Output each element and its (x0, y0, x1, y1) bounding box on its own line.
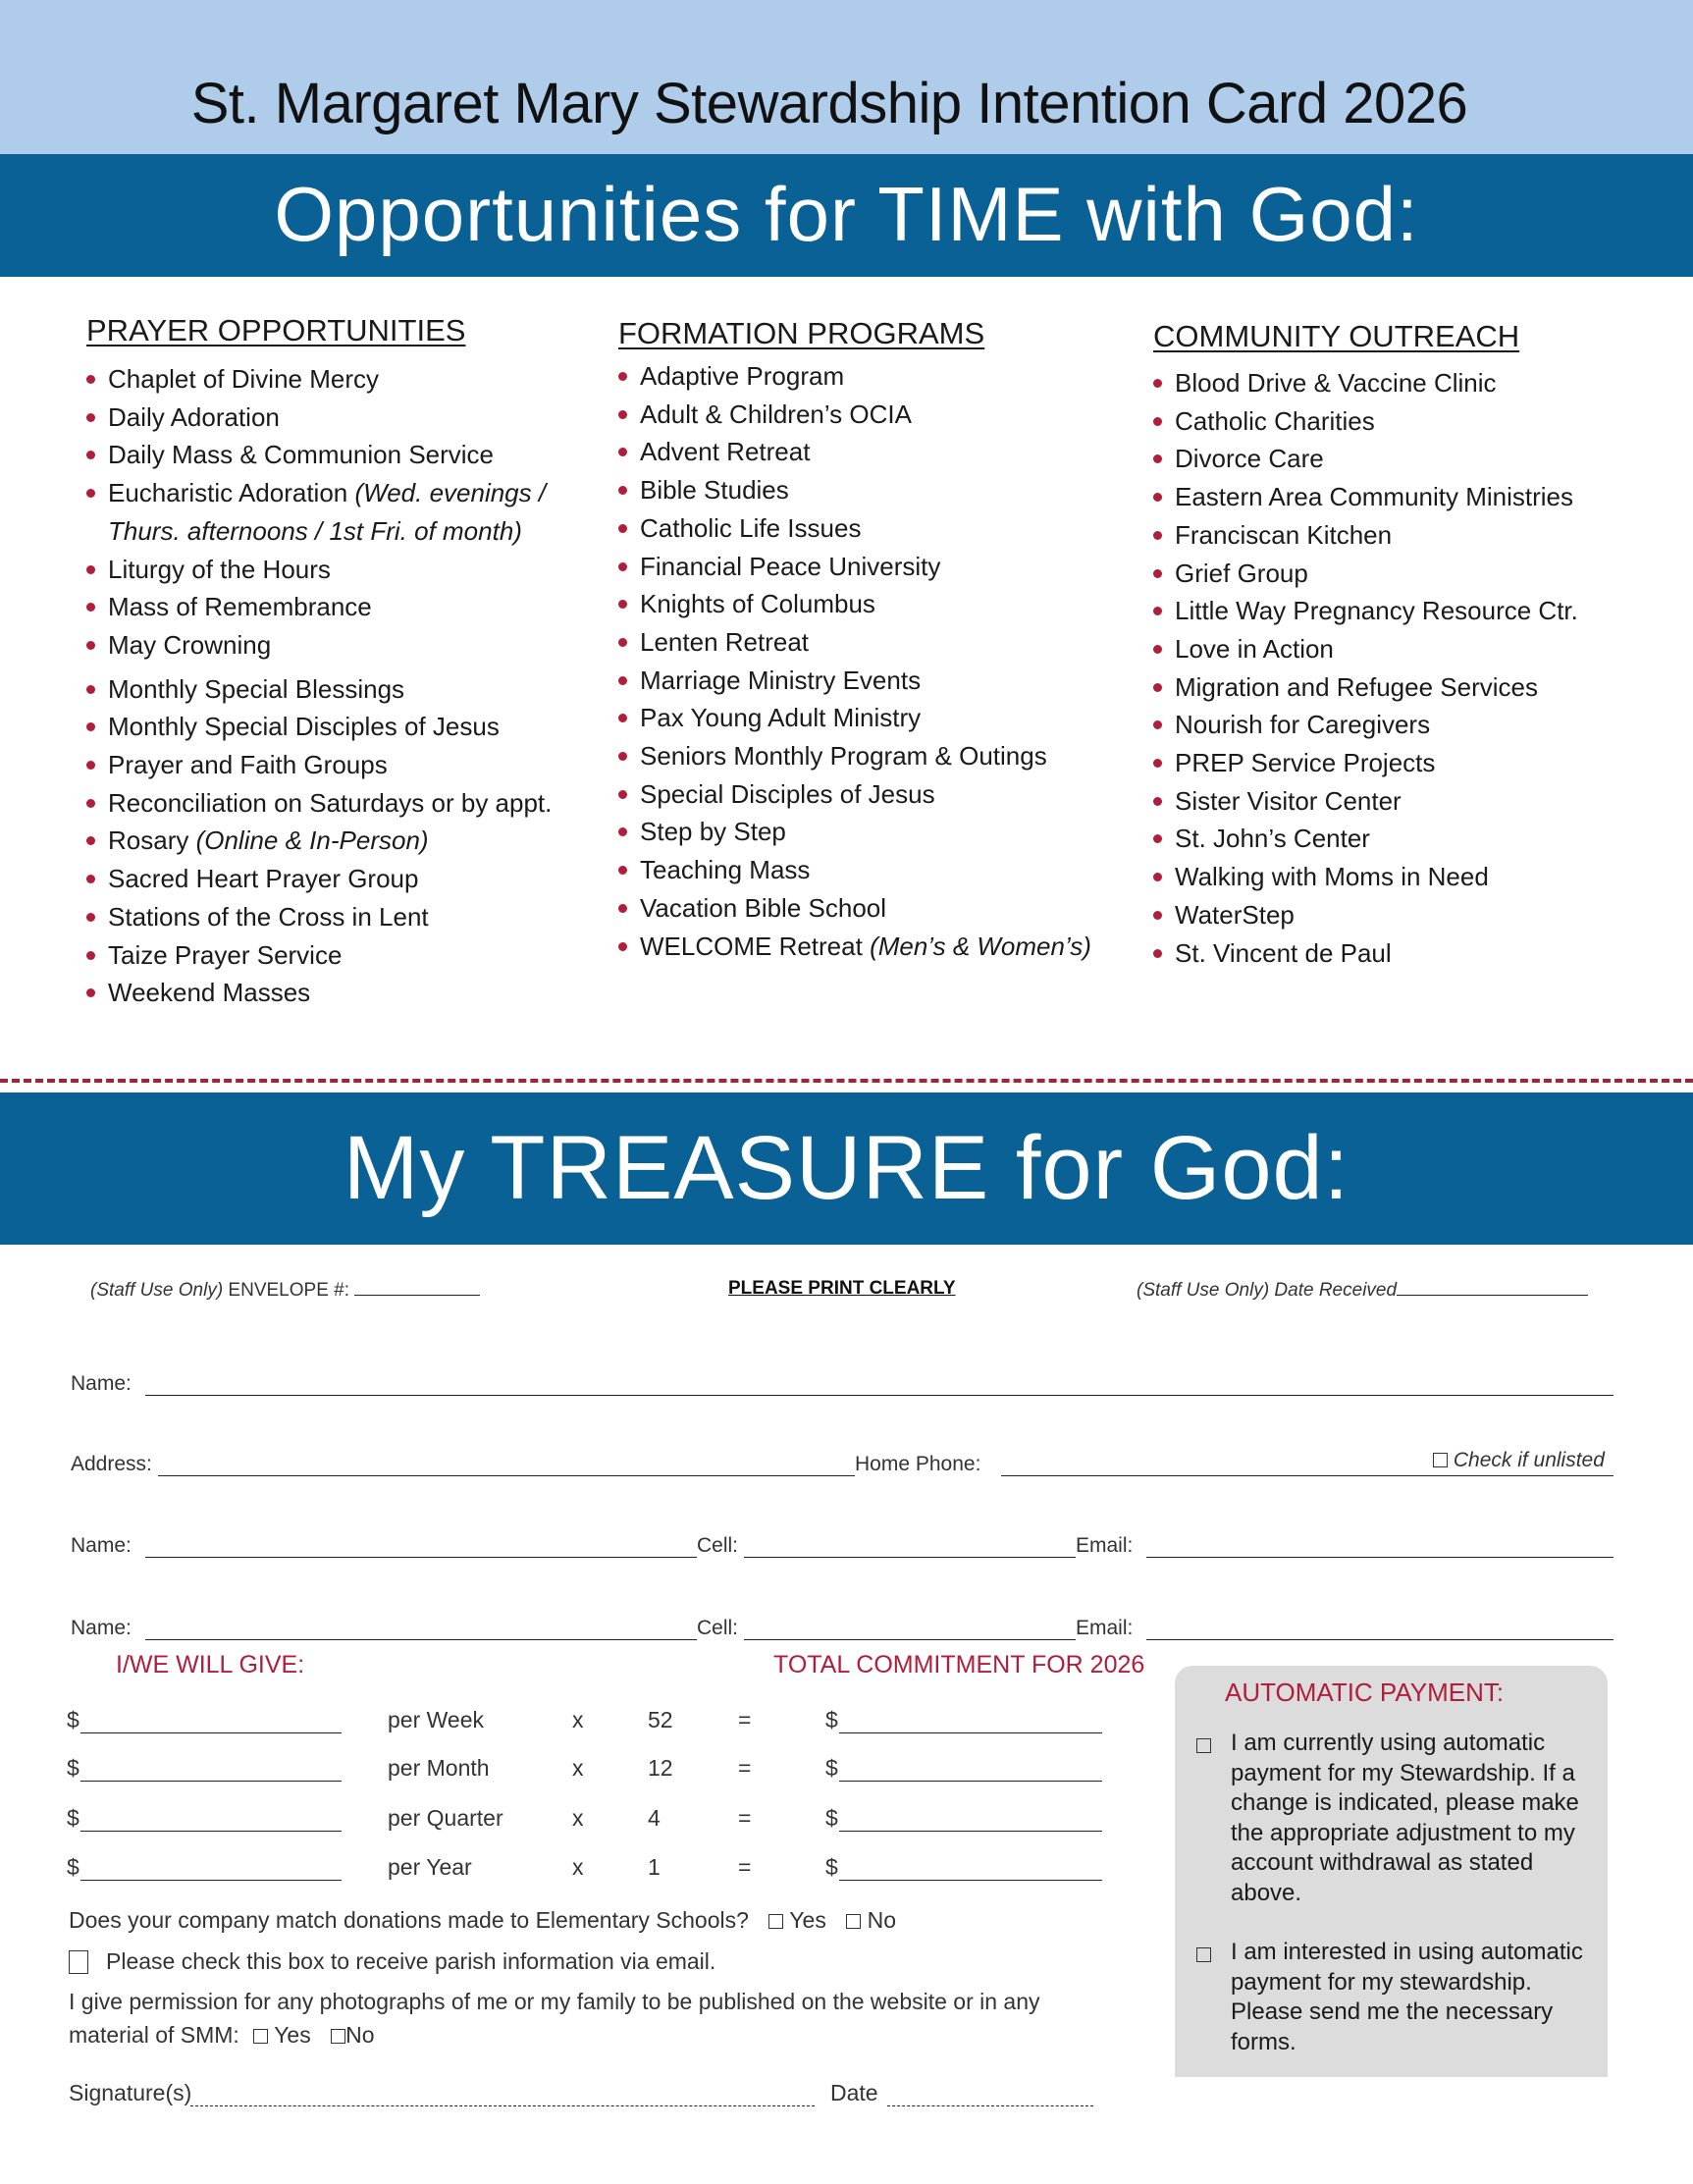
bullet-icon (1153, 720, 1162, 729)
bullet-icon (86, 413, 95, 422)
list-item (616, 813, 1091, 851)
list-item (1151, 440, 1578, 478)
list-item-text: May Crowning (108, 629, 272, 660)
list-item-note: (Wed. evenings / (354, 478, 547, 508)
cell-field[interactable] (744, 1639, 1076, 1640)
email-field[interactable] (1146, 1557, 1614, 1558)
list-item (616, 662, 1091, 700)
list-item (616, 737, 1091, 775)
bullet-icon (1153, 759, 1162, 768)
company-match-yes-checkbox[interactable] (768, 1914, 783, 1929)
name-field[interactable] (145, 1395, 1614, 1396)
address-label: Address: (71, 1453, 152, 1475)
list-item-text: Divorce Care (1175, 444, 1324, 474)
list-item-text: Marriage Ministry Events (640, 665, 922, 695)
list-item-text: Knights of Columbus (640, 589, 875, 619)
photo-permission-line-1: I give permission for any photographs of me or my family to be published on the website or in any (69, 1989, 1040, 2014)
bullet-icon (86, 799, 95, 808)
bullet-icon (86, 836, 95, 845)
address-row (71, 1449, 1614, 1478)
bullet-icon (1153, 569, 1162, 578)
list-item (84, 626, 552, 665)
amount-field[interactable] (80, 1732, 342, 1733)
list-item (1151, 516, 1578, 555)
list-item-text: Migration and Refugee Services (1175, 671, 1538, 702)
list-item-text: Weekend Masses (108, 978, 311, 1008)
cell-label: Cell: (697, 1617, 739, 1639)
bullet-icon (1153, 911, 1162, 920)
list-item-text: Grief Group (1175, 558, 1308, 588)
bullet-icon (86, 641, 95, 650)
list-item (84, 436, 552, 474)
list-item-text: Little Way Pregnancy Resource Ctr. (1175, 596, 1578, 626)
total-field[interactable] (839, 1880, 1102, 1881)
period-label: per Year (388, 1854, 472, 1880)
bullet-icon (1153, 531, 1162, 540)
list-item (616, 548, 1091, 586)
list-item (616, 775, 1091, 814)
list-item (84, 974, 552, 1012)
currency-sign: $ (825, 1854, 838, 1880)
currency-sign: $ (825, 1755, 838, 1781)
staff-date-label: (Staff Use Only) Date Received (1137, 1280, 1398, 1301)
list-item-text: Daily Adoration (108, 401, 280, 432)
list-item-text: Adult & Children’s OCIA (640, 399, 912, 429)
bullet-icon (618, 942, 627, 951)
home-phone-label: Home Phone: (855, 1453, 981, 1475)
automatic-payment-panel (1175, 1666, 1608, 2077)
list-item-text: Taize Prayer Service (108, 939, 343, 970)
company-match-text: Does your company match donations made to Elementary Schools? (69, 1907, 749, 1933)
total-field[interactable] (839, 1732, 1102, 1733)
bullet-icon (618, 714, 627, 722)
prayer-opportunities-list (84, 360, 552, 1012)
list-item (616, 585, 1091, 623)
address-field[interactable] (158, 1475, 855, 1476)
envelope-number-field[interactable] (354, 1278, 480, 1296)
date-label: Date (830, 2080, 878, 2105)
multiplier: 1 (648, 1854, 661, 1880)
list-item-text: Blood Drive & Vaccine Clinic (1175, 368, 1497, 398)
times-sign: x (572, 1805, 584, 1831)
list-item-text: St. John’s Center (1175, 824, 1370, 854)
list-item (616, 623, 1091, 662)
currency-sign: $ (67, 1854, 79, 1880)
list-item (616, 396, 1091, 434)
list-item-text: Nourish for Caregivers (1175, 710, 1431, 740)
list-item-text: Pax Young Adult Ministry (640, 703, 922, 733)
photo-permission-line-2 (69, 2022, 375, 2049)
bullet-icon (86, 603, 95, 612)
give-row (67, 1750, 1107, 1784)
list-item-text: Stations of the Cross in Lent (108, 901, 429, 932)
period-label: per Month (388, 1755, 490, 1781)
name-field[interactable] (145, 1557, 697, 1558)
unlisted-label: Check if unlisted (1453, 1449, 1605, 1471)
list-item-text: Monthly Special Disciples of Jesus (108, 712, 500, 742)
bullet-icon (1153, 454, 1162, 463)
list-item (1151, 478, 1578, 516)
bullet-icon (618, 752, 627, 761)
company-match-no-label: No (867, 1907, 897, 1933)
give-row (67, 1849, 1107, 1883)
list-item (1151, 364, 1578, 402)
bullet-icon (86, 951, 95, 960)
bullet-icon (1153, 379, 1162, 388)
list-item (1151, 820, 1578, 858)
bullet-icon (618, 562, 627, 571)
cell-field[interactable] (744, 1557, 1076, 1558)
treasure-heading: My TREASURE for God: (343, 1118, 1350, 1218)
cell-label: Cell: (697, 1534, 739, 1557)
total-commitment-heading: TOTAL COMMITMENT FOR 2026 (773, 1651, 1145, 1678)
bullet-icon (618, 600, 627, 609)
company-match-no-checkbox[interactable] (846, 1914, 861, 1929)
list-item-text: St. Vincent de Paul (1175, 937, 1392, 968)
list-item (84, 670, 552, 709)
photo-permission-text: material of SMM: (69, 2022, 239, 2048)
list-item (1151, 402, 1578, 441)
email-opt-in-row (69, 1948, 715, 1975)
bullet-icon (618, 410, 627, 419)
company-match-yes-label: Yes (789, 1907, 826, 1933)
list-item-text: Love in Action (1175, 633, 1334, 664)
name-row-3 (71, 1613, 1614, 1642)
equals-sign: = (738, 1707, 752, 1732)
list-item (84, 822, 552, 860)
bullet-icon (1153, 797, 1162, 806)
multiplier: 52 (648, 1707, 673, 1732)
email-label: Email: (1076, 1534, 1134, 1557)
list-item (1151, 934, 1578, 973)
name-label: Name: (71, 1534, 132, 1557)
bullet-icon (618, 372, 627, 381)
column-heading-prayer: PRAYER OPPORTUNITIES (86, 313, 466, 347)
list-item-note-continued: Thurs. afternoons / 1st Fri. of month) (108, 515, 522, 546)
list-item (84, 708, 552, 746)
list-item (84, 746, 552, 784)
bullet-icon (1153, 607, 1162, 615)
bullet-icon (1153, 417, 1162, 426)
list-item (616, 357, 1091, 396)
name-row-1 (71, 1368, 1614, 1398)
equals-sign: = (738, 1755, 752, 1781)
bullet-icon (86, 451, 95, 459)
list-item-text: Chaplet of Divine Mercy (108, 364, 379, 394)
photo-permission-no-label: No (345, 2022, 375, 2048)
multiplier: 12 (648, 1755, 673, 1781)
give-row (67, 1702, 1107, 1735)
time-heading: Opportunities for TIME with God: (274, 171, 1419, 257)
list-item-text: Special Disciples of Jesus (640, 778, 935, 809)
times-sign: x (572, 1755, 584, 1781)
list-item-text: Mass of Remembrance (108, 592, 372, 622)
column-heading-outreach: COMMUNITY OUTREACH (1153, 319, 1520, 353)
list-item (1151, 744, 1578, 782)
multiplier: 4 (648, 1805, 661, 1831)
name-field[interactable] (145, 1639, 697, 1640)
page-title: St. Margaret Mary Stewardship Intention Card 2026 (190, 72, 1468, 135)
home-phone-field[interactable] (1001, 1475, 1614, 1476)
staff-date (1137, 1278, 1588, 1302)
auto-payment-current-checkbox[interactable] (1196, 1738, 1211, 1753)
date-field[interactable] (887, 2105, 1093, 2106)
amount-field[interactable] (80, 1781, 342, 1782)
print-clearly-note: PLEASE PRINT CLEARLY (728, 1278, 956, 1299)
list-item (1151, 896, 1578, 934)
list-item-text: WaterStep (1175, 899, 1295, 930)
list-item (616, 699, 1091, 737)
times-sign: x (572, 1707, 584, 1732)
list-item-text: WELCOME Retreat (640, 931, 871, 961)
list-item (1151, 858, 1578, 896)
email-label: Email: (1076, 1617, 1134, 1639)
list-item (616, 889, 1091, 928)
bullet-icon (86, 565, 95, 574)
bullet-icon (618, 638, 627, 647)
bullet-icon (86, 489, 95, 498)
list-item (84, 860, 552, 898)
auto-payment-interested-checkbox[interactable] (1196, 1947, 1211, 1962)
bullet-icon (1153, 645, 1162, 654)
list-item-text: Sister Visitor Center (1175, 785, 1402, 816)
email-field[interactable] (1146, 1639, 1614, 1640)
bullet-icon (86, 913, 95, 922)
bullet-icon (618, 866, 627, 875)
bullet-icon (1153, 683, 1162, 692)
community-outreach-list (1151, 364, 1578, 972)
date-received-field[interactable] (1397, 1278, 1588, 1296)
formation-programs-list (616, 357, 1091, 965)
total-field[interactable] (839, 1781, 1102, 1782)
staff-envelope-label: ENVELOPE #: (223, 1280, 355, 1301)
list-item-text: Adaptive Program (640, 361, 845, 391)
currency-sign: $ (825, 1805, 838, 1831)
list-item (1151, 782, 1578, 821)
list-item-text: PREP Service Projects (1175, 748, 1436, 778)
automatic-payment-heading: AUTOMATIC PAYMENT: (1225, 1678, 1505, 1707)
list-item (616, 509, 1091, 548)
currency-sign: $ (825, 1707, 838, 1732)
bullet-icon (86, 761, 95, 770)
list-item-text: Monthly Special Blessings (108, 673, 405, 704)
period-label: per Week (388, 1707, 485, 1732)
list-item-text: Walking with Moms in Need (1175, 862, 1489, 892)
list-item (1151, 706, 1578, 744)
list-item-text: Sacred Heart Prayer Group (108, 864, 419, 894)
bullet-icon (1153, 873, 1162, 881)
list-item-text: Eastern Area Community Ministries (1175, 482, 1574, 512)
bullet-icon (1153, 834, 1162, 843)
list-item-text: Step by Step (640, 817, 786, 847)
list-item (84, 936, 552, 975)
bullet-icon (86, 875, 95, 883)
column-heading-formation: FORMATION PROGRAMS (618, 316, 985, 350)
list-item (84, 399, 552, 437)
list-item (616, 471, 1091, 509)
cut-line-divider (0, 1079, 1693, 1083)
name-label: Name: (71, 1617, 132, 1639)
list-item (1151, 630, 1578, 668)
give-row (67, 1800, 1107, 1834)
bullet-icon (618, 524, 627, 533)
list-item (84, 360, 552, 399)
list-item-text: Catholic Life Issues (640, 512, 862, 543)
list-item (616, 851, 1091, 889)
name-label: Name: (71, 1372, 132, 1395)
list-item (616, 433, 1091, 471)
list-item-text: Vacation Bible School (640, 892, 887, 923)
photo-permission-yes-checkbox[interactable] (253, 2029, 268, 2044)
amount-field[interactable] (80, 1880, 342, 1881)
list-item-text: Bible Studies (640, 475, 789, 506)
list-item-text: Rosary (108, 826, 196, 856)
signature-row (69, 2079, 1099, 2108)
list-item-text: Franciscan Kitchen (1175, 519, 1393, 550)
staff-envelope (90, 1278, 480, 1302)
unlisted-checkbox[interactable] (1433, 1453, 1448, 1467)
bullet-icon (86, 722, 95, 731)
list-item-text: Lenten Retreat (640, 626, 810, 657)
list-item-note: (Men’s & Women’s) (870, 931, 1091, 961)
list-item-text: Reconciliation on Saturdays or by appt. (108, 787, 553, 818)
list-item (84, 588, 552, 626)
currency-sign: $ (67, 1707, 79, 1732)
photo-permission-no-checkbox[interactable] (331, 2029, 345, 2044)
bullet-icon (86, 685, 95, 694)
bullet-icon (618, 676, 627, 685)
bullet-icon (618, 904, 627, 913)
list-item (84, 551, 552, 589)
unlisted-option (1433, 1449, 1605, 1472)
auto-payment-interested-text: I am interested in using automatic payment for my stewardship. Please send me the necessary forms. (1231, 1939, 1583, 2055)
bullet-icon (618, 486, 627, 495)
list-item-text: Daily Mass & Communion Service (108, 440, 495, 470)
list-item-text: Financial Peace University (640, 551, 941, 581)
equals-sign: = (738, 1854, 752, 1880)
give-heading: I/WE WILL GIVE: (116, 1651, 305, 1678)
currency-sign: $ (67, 1755, 79, 1781)
list-item (84, 898, 552, 936)
name-row-2 (71, 1530, 1614, 1560)
list-item (84, 784, 552, 823)
list-item (84, 474, 552, 550)
list-item-text: Liturgy of the Hours (108, 554, 331, 584)
list-item-text: Teaching Mass (640, 855, 811, 885)
photo-permission-yes-label: Yes (274, 2022, 311, 2048)
signature-label: Signature(s) (69, 2080, 192, 2105)
amount-field[interactable] (80, 1831, 342, 1832)
bullet-icon (1153, 949, 1162, 958)
period-label: per Quarter (388, 1805, 503, 1831)
total-field[interactable] (839, 1831, 1102, 1832)
bullet-icon (86, 988, 95, 997)
list-item-text: Prayer and Faith Groups (108, 750, 388, 780)
staff-envelope-note: (Staff Use Only) (90, 1280, 224, 1301)
list-item (1151, 592, 1578, 630)
list-item-text: Seniors Monthly Program & Outings (640, 741, 1047, 772)
list-item-text: Advent Retreat (640, 437, 811, 467)
signature-field[interactable] (190, 2105, 815, 2106)
list-item (616, 928, 1091, 966)
equals-sign: = (738, 1805, 752, 1831)
email-opt-in-label: Please check this box to receive parish information via email. (106, 1948, 716, 1974)
list-item (1151, 555, 1578, 593)
email-opt-in-checkbox[interactable] (69, 1950, 88, 1974)
list-item-text: Eucharistic Adoration (108, 478, 355, 508)
list-item-text: Catholic Charities (1175, 405, 1375, 436)
bullet-icon (86, 375, 95, 384)
bullet-icon (618, 827, 627, 836)
currency-sign: $ (67, 1805, 79, 1831)
times-sign: x (572, 1854, 584, 1880)
bullet-icon (618, 790, 627, 799)
company-match-question (69, 1907, 896, 1934)
list-item-note: (Online & In-Person) (195, 826, 429, 856)
list-item (1151, 668, 1578, 707)
bullet-icon (1153, 493, 1162, 502)
bullet-icon (618, 448, 627, 456)
auto-payment-current-text: I am currently using automatic payment for my Stewardship. If a change is indicated, please make the appropriate adjustment to my account withdrawal as stated above. (1231, 1730, 1579, 1906)
